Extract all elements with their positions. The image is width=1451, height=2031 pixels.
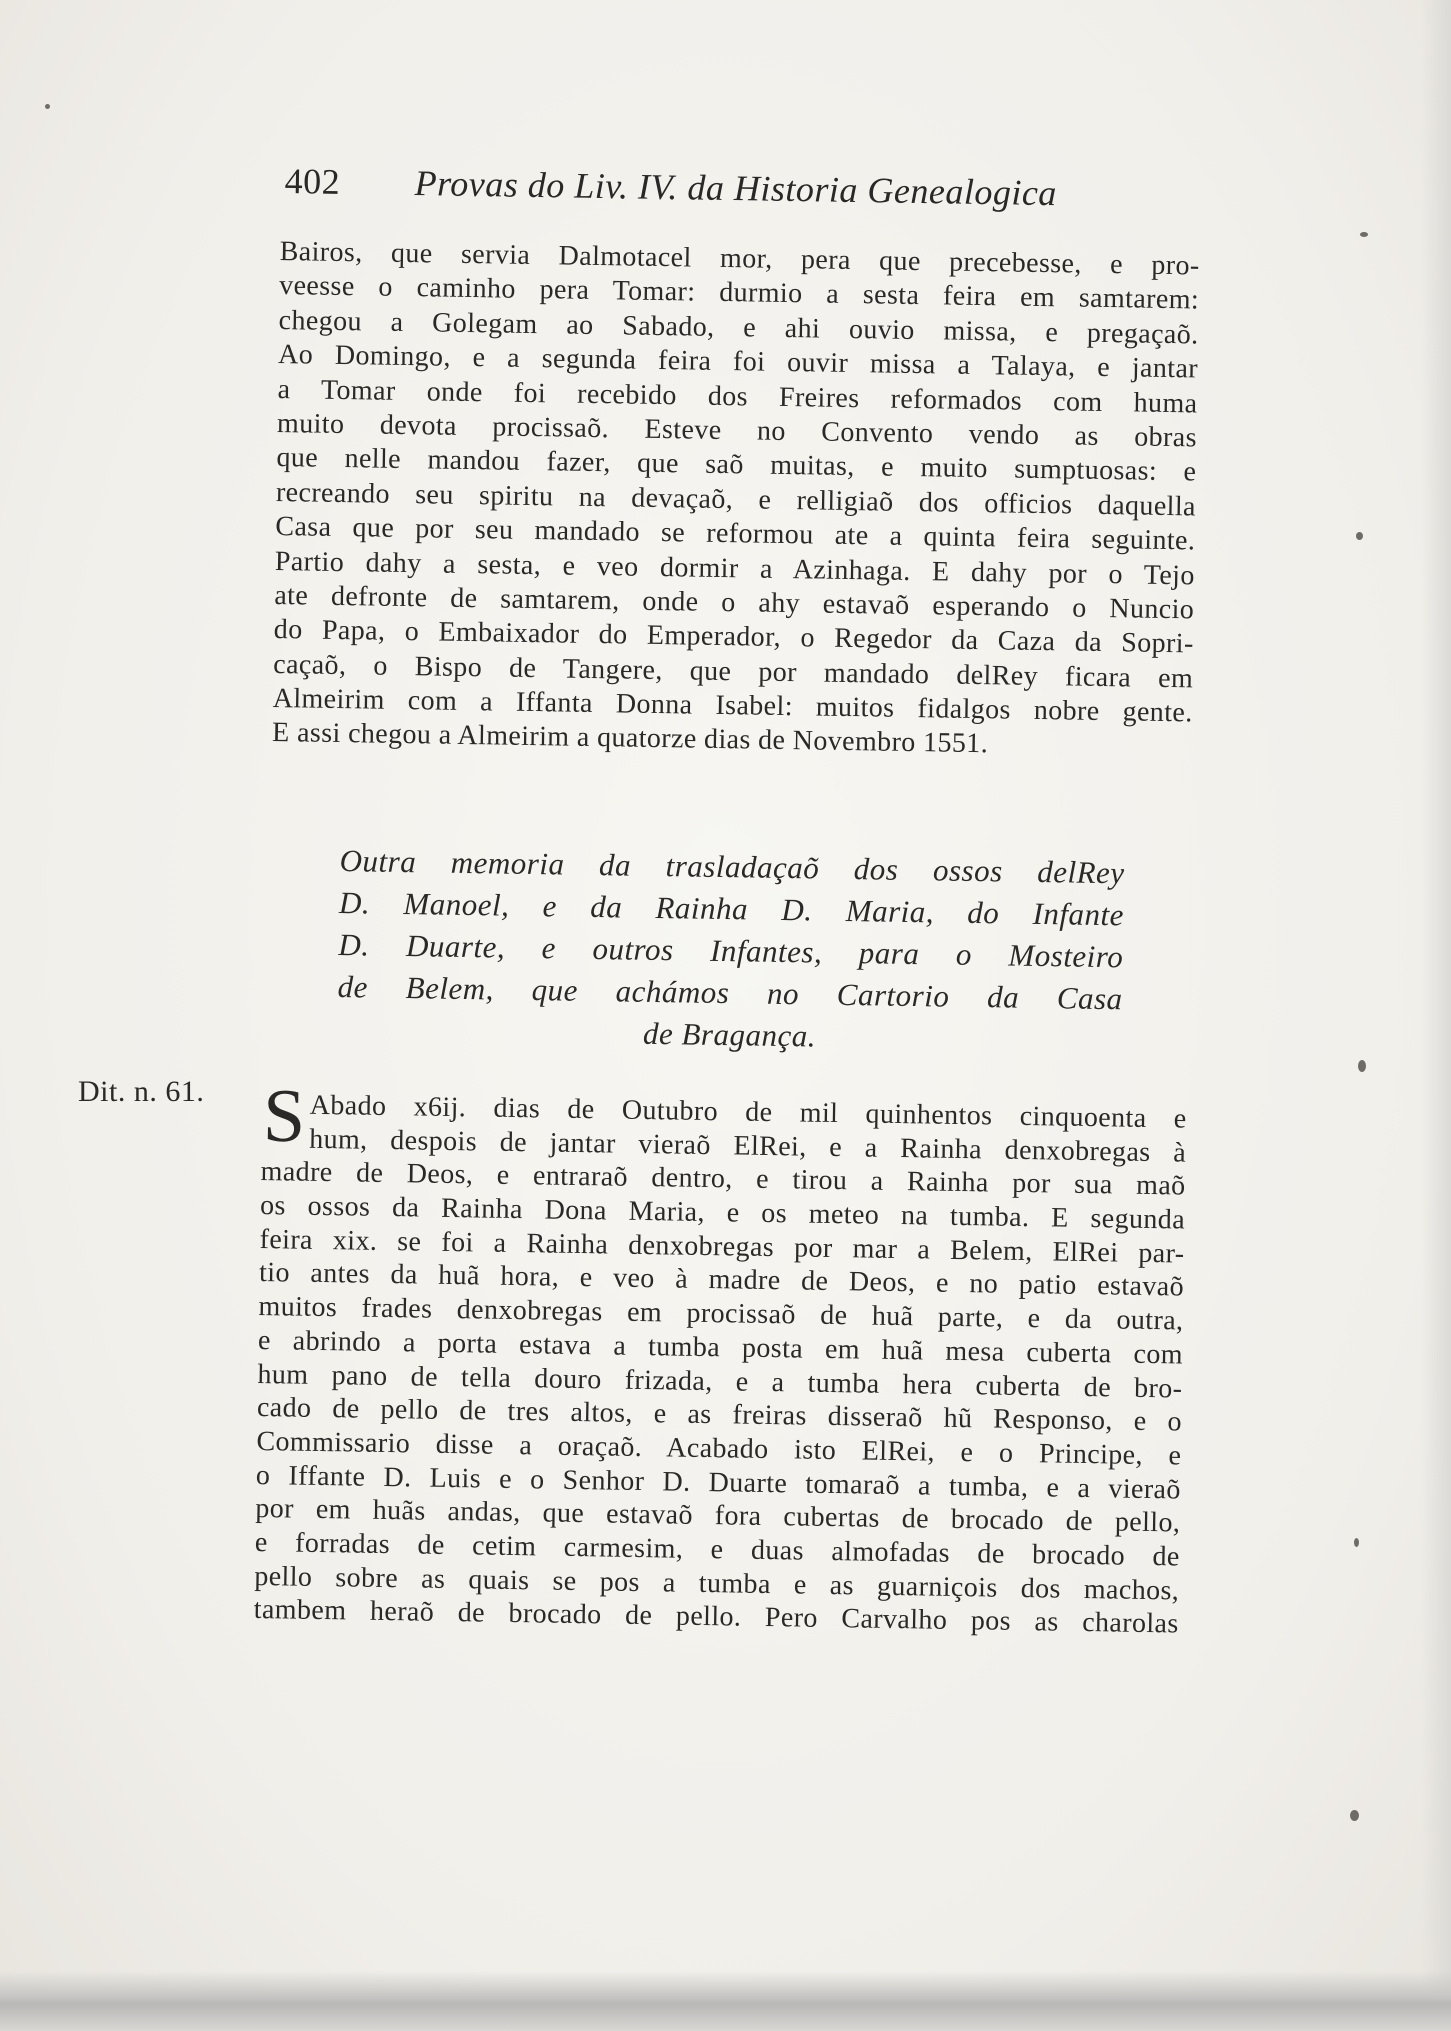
text-line: E assi chegou a Almeirim a quatorze dias de Novembro 1551. (271, 717, 989, 760)
text-line: Abado x6ij. dias de Outubro de mil quinhentos cinquoenta e (309, 1089, 1187, 1135)
text-line: e abrindo a porta estava a tumba posta em huã mesa cuberta com (257, 1324, 1184, 1371)
text-line: Ao Domingo, e a segunda feira foi ouvir missa a Talaya, e jantar (277, 339, 1199, 385)
page-edge-shadow (1421, 0, 1451, 2031)
title-line: D. Manoel, e da Rainha D. Maria, do Infante (338, 884, 1125, 933)
text-line: muito devota procissaõ. Esteve no Convento vendo as obras (276, 407, 1198, 454)
text-line: pello sobre as quais se pos a tumba e as guarniçois dos machos, (254, 1560, 1180, 1607)
text-line: a Tomar onde foi recebido dos Freires reformados com huma (277, 373, 1198, 419)
ink-speck (45, 104, 50, 109)
text-line: Casa que por seu mandado se reformou ate a quinta feira seguinte. (275, 511, 1196, 557)
ink-speck (1354, 1538, 1359, 1547)
text-line: que nelle mandou fazer, que saõ muitas, e muito sumptuosas: e (276, 442, 1197, 488)
text-line: do Papa, o Embaixador do Emperador, o Regedor da Caza da Sopri- (273, 614, 1194, 660)
main-paragraph (254, 1088, 1187, 1641)
ink-speck (1358, 1060, 1366, 1072)
text-line: Bairos, que servia Dalmotacel mor, pera que precebesse, e pro- (279, 235, 1200, 282)
text-line: caçaõ, o Bispo de Tangere, que por mandado delRey ficara em (273, 648, 1194, 695)
text-line: tio antes da huã hora, e veo à madre de Deos, e no patio estavaõ (258, 1257, 1185, 1303)
top-paragraph (272, 235, 1200, 765)
title-line: de Belem, que achámos no Cartorio da Casa (337, 968, 1123, 1017)
text-line: chegou a Golegam ao Sabado, e ahi ouvio missa, e pregaçaõ. (278, 304, 1199, 351)
text-line: recreando seu spiritu na devaçaõ, e relligiaõ dos officios daquella (275, 476, 1197, 523)
title-line: D. Duarte, e outros Infantes, para o Mosteiro (338, 926, 1124, 975)
text-line: Partio dahy a sesta, e veo dormir a Azinhaga. E dahy por o Tejo (274, 545, 1196, 591)
drop-cap: S (262, 1073, 306, 1159)
scan-bottom-band (0, 1971, 1451, 2031)
ink-speck (1356, 532, 1363, 540)
text-line: cado de pello de tres altos, e as freiras disseraõ hũ Responso, e o (256, 1392, 1183, 1438)
text-line: feira xix. se foi a Rainha denxobregas por mar a Belem, ElRei par- (259, 1223, 1185, 1270)
text-line: hum, despois de jantar vieraõ ElRei, e a Rainha denxobregas à (308, 1123, 1187, 1169)
section-title (337, 840, 1125, 1062)
ink-speck (1350, 1810, 1359, 1821)
ink-speck (1360, 232, 1368, 237)
page-number: 402 (284, 160, 341, 202)
text-line: veesse o caminho pera Tomar: durmio a sesta feira em samtarem: (278, 270, 1200, 316)
text-line: Commissario disse a oraçaõ. Acabado isto ElRei, e o Principe, e (256, 1425, 1182, 1472)
text-line: os ossos da Rainha Dona Maria, e os meteo na tumba. E segunda (259, 1190, 1186, 1236)
text-line: e forradas de cetim carmesim, e duas almofadas de brocado de (254, 1526, 1180, 1573)
text-line: o Iffante D. Luis e o Senhor D. Duarte tomaraõ a tumba, e a vieraõ (255, 1459, 1182, 1506)
text-line: ate defronte de samtarem, onde o ahy estavaõ esperando o Nuncio (274, 579, 1195, 626)
text-line: por em huãs andas, que estavaõ fora cubertas de brocado de pello, (255, 1493, 1181, 1539)
title-line: Outra memoria da trasladaçaõ dos ossos delRey (339, 842, 1125, 891)
page-header (284, 160, 1075, 214)
margin-note: Dit. n. 61. (78, 1075, 205, 1108)
text-line: muitos frades denxobregas em procissaõ de huã parte, e da outra, (258, 1291, 1184, 1337)
text-line: tambem heraõ de brocado de pello. Pero Carvalho pos as charolas (253, 1594, 1179, 1640)
text-line: hum pano de tella douro frizada, e a tumba hera cuberta de bro- (257, 1358, 1183, 1404)
text-line: madre de Deos, e entraraõ dentro, e tirou a Rainha por sua maõ (260, 1156, 1186, 1202)
text-line: Almeirim com a Iffanta Donna Isabel: muitos fidalgos nobre gente. (272, 683, 1193, 729)
running-title: Provas do Liv. IV. da Historia Genealogica (414, 163, 1058, 214)
title-line: de Bragança. (642, 1015, 817, 1054)
